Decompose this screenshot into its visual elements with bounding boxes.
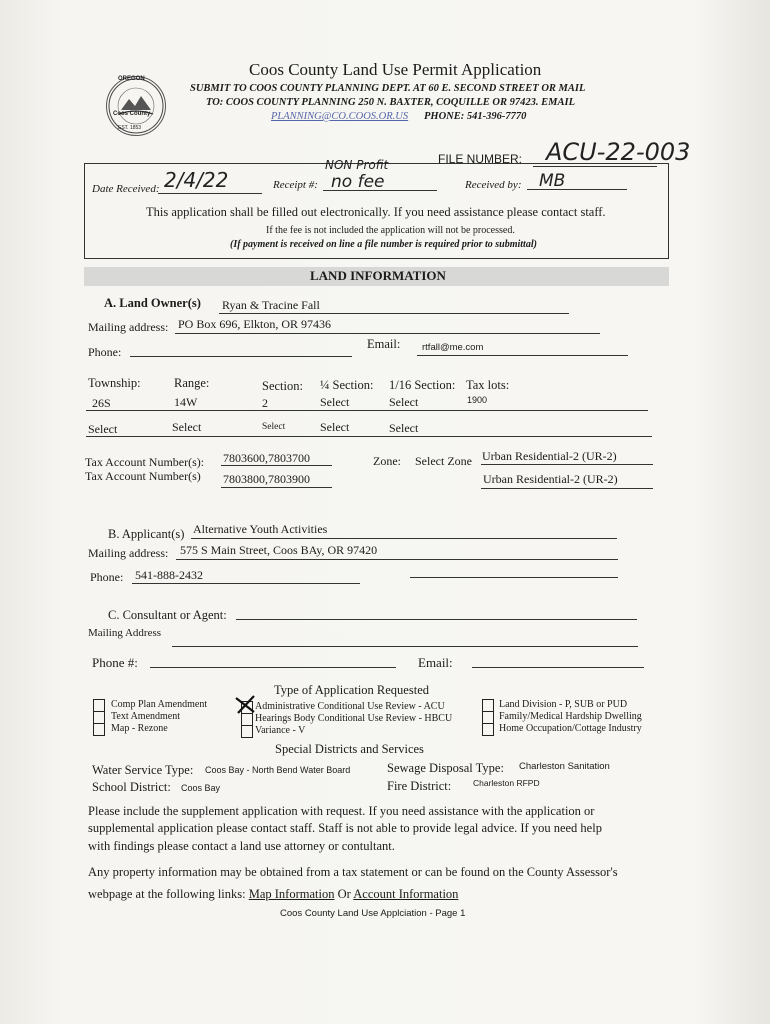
zone-select[interactable]: Select Zone (415, 454, 472, 468)
owner-email-label: Email: (367, 337, 401, 351)
applicant-phone-label: Phone: (90, 570, 124, 584)
land-division-label: Land Division - P, SUB or PUD (499, 699, 628, 710)
date-received-label: Date Received: (92, 183, 160, 195)
township-label: Township: (88, 376, 141, 390)
consultant-email-underline[interactable] (472, 667, 644, 668)
consultant-mailing-underline[interactable] (172, 646, 638, 647)
select-section-2[interactable]: Select (262, 422, 286, 432)
land-information-title: LAND INFORMATION (310, 268, 446, 283)
tax-account-value-2[interactable]: 7803800,7803900 (223, 472, 310, 486)
owner-phone-label: Phone: (88, 345, 122, 359)
water-service-label: Water Service Type: (92, 763, 194, 777)
zone-underline-1 (481, 464, 653, 465)
receipt-value[interactable]: no fee (331, 172, 385, 192)
variance-label: Variance - V (255, 725, 306, 736)
supplement-note-line-3: with findings please contact a land use attorney or contultant. (88, 839, 395, 853)
water-service-value[interactable]: Coos Bay - North Bend Water Board (205, 765, 351, 775)
applicant-extra-underline[interactable] (410, 577, 618, 578)
file-number-value[interactable]: ACU-22-003 (546, 138, 691, 166)
zone-label: Zone: (373, 454, 401, 468)
applicant-label: B. Applicant(s) (108, 527, 185, 541)
land-owner-label: A. Land Owner(s) (104, 296, 201, 310)
owner-email-underline (417, 355, 628, 356)
account-information-link[interactable]: Account Information (353, 887, 459, 901)
applicant-mailing-label: Mailing address: (88, 546, 169, 560)
select-quarter-2[interactable]: Select (320, 420, 350, 434)
sewage-disposal-label: Sewage Disposal Type: (387, 761, 504, 775)
school-district-value[interactable]: Coos Bay (181, 783, 221, 793)
fire-district-label: Fire District: (387, 779, 452, 793)
receipt-underline (323, 190, 437, 191)
range-value[interactable]: 14W (174, 395, 198, 409)
zone-value-2[interactable]: Urban Residential-2 (UR-2) (483, 472, 618, 486)
zone-underline-2 (481, 488, 653, 489)
application-type-title: Type of Application Requested (274, 683, 429, 697)
consultant-mailing-label: Mailing Address (88, 627, 162, 639)
tax-account-label-2: Tax Account Number(s) (85, 469, 201, 483)
tax-account-label-1: Tax Account Number(s): (85, 455, 205, 469)
range-label: Range: (174, 376, 210, 390)
seal-bottom-text: EST. 1853 (118, 125, 142, 131)
file-number-label: FILE NUMBER: (438, 152, 523, 166)
applicant-mailing-value[interactable]: 575 S Main Street, Coos BAy, OR 97420 (180, 543, 378, 557)
map-rezone-checkbox[interactable] (93, 723, 105, 736)
home-occupation-checkbox[interactable] (482, 723, 494, 736)
comp-plan-label: Comp Plan Amendment (111, 699, 208, 710)
submit-line-2: TO: COOS COUNTY PLANNING 250 N. BAXTER, COQUILLE OR 97423. EMAIL (206, 97, 575, 108)
notice-payment: (If payment is received on line a file number is required prior to submittal) (230, 239, 537, 250)
select-range-2[interactable]: Select (172, 420, 202, 434)
page-title: Coos County Land Use Permit Application (249, 60, 542, 79)
notice-main: This application shall be filled out electronically. If you need assistance please contact staff. (146, 205, 606, 219)
consultant-phone-label: Phone #: (92, 655, 138, 670)
applicant-phone-value[interactable]: 541-888-2432 (135, 568, 203, 582)
owner-phone-underline[interactable] (130, 356, 352, 357)
sewage-disposal-value[interactable]: Charleston Sanitation (519, 761, 610, 772)
date-received-value[interactable]: 2/4/22 (164, 168, 229, 192)
planning-phone: PHONE: 541-396-7770 (424, 111, 527, 122)
fire-district-value[interactable]: Charleston RFPD (473, 778, 540, 788)
variance-checkbox[interactable] (241, 725, 253, 738)
tax-account-underline-1 (221, 465, 332, 466)
acu-label: Administrative Conditional Use Review - ACU (255, 701, 445, 712)
tax-lots-value[interactable]: 1900 (467, 395, 488, 405)
received-by-label: Received by: (465, 179, 522, 191)
seal-mid-text: Coos County (113, 111, 151, 117)
received-by-value[interactable]: MB (539, 171, 566, 191)
property-info-line-1: Any property information may be obtained from a tax statement or can be found on the County Assessor's (88, 865, 618, 879)
owner-mailing-underline (175, 333, 600, 334)
select-sixteenth-2[interactable]: Select (389, 421, 419, 435)
notice-fee: If the fee is not included the application will not be processed. (266, 225, 515, 236)
land-owner-value[interactable]: Ryan & Tracine Fall (222, 298, 320, 312)
owner-email-value[interactable]: rtfall@me.com (422, 342, 484, 353)
quarter-section-label: ¼ Section: (320, 378, 374, 392)
tax-lots-label: Tax lots: (466, 378, 510, 392)
hardship-dwelling-label: Family/Medical Hardship Dwelling (499, 711, 642, 722)
consultant-label: C. Consultant or Agent: (108, 608, 227, 622)
map-information-link[interactable]: Map Information (248, 887, 335, 901)
home-occupation-label: Home Occupation/Cottage Industry (499, 723, 642, 734)
supplement-note-line-2: supplemental application please contact staff. Staff is not able to provide legal advice. If you need help (88, 821, 602, 835)
page-footer-label: Coos County Land Use Applciation - Page 1 (280, 908, 466, 919)
select-township-2[interactable]: Select (88, 422, 118, 436)
owner-mailing-value[interactable]: PO Box 696, Elkton, OR 97436 (178, 317, 332, 331)
zone-value-1[interactable]: Urban Residential-2 (UR-2) (482, 449, 617, 463)
consultant-phone-underline[interactable] (150, 667, 396, 668)
special-districts-title: Special Districts and Services (275, 742, 424, 756)
receipt-note: NON Profit (325, 158, 389, 172)
section-value[interactable]: 2 (262, 396, 268, 410)
township-row-underline (86, 410, 648, 411)
tax-account-value-1[interactable]: 7803600,7803700 (223, 451, 310, 465)
property-info-line-2: webpage at the following links: Map Information Or Account Information (88, 887, 459, 901)
township-value[interactable]: 26S (92, 396, 111, 410)
supplement-note-line-1: Please include the supplement application with request. If you need assistance with the application or (88, 804, 595, 818)
applicant-value[interactable]: Alternative Youth Activities (193, 522, 328, 536)
quarter-section-select[interactable]: Select (320, 395, 350, 409)
sixteenth-section-label: 1/16 Section: (389, 378, 456, 392)
applicant-mailing-underline (176, 559, 618, 560)
received-by-underline (527, 189, 627, 190)
applicant-underline (191, 538, 617, 539)
planning-email-link[interactable]: PLANNING@CO.COOS.OR.US (271, 111, 409, 122)
select-row-underline (86, 436, 652, 437)
tax-account-underline-2 (221, 487, 332, 488)
sixteenth-section-select[interactable]: Select (389, 395, 419, 409)
owner-underline (219, 313, 569, 314)
receipt-label: Receipt #: (273, 179, 318, 191)
consultant-email-label: Email: (418, 655, 453, 670)
hbcu-label: Hearings Body Conditional Use Review - HBCU (255, 713, 453, 724)
consultant-underline[interactable] (236, 619, 637, 620)
applicant-phone-underline (132, 583, 360, 584)
owner-mailing-label: Mailing address: (88, 320, 169, 334)
section-label: Section: (262, 379, 303, 393)
map-rezone-label: Map - Rezone (111, 723, 168, 734)
date-underline (158, 193, 262, 194)
seal-top-text: OREGON (118, 76, 145, 82)
text-amendment-label: Text Amendment (111, 711, 181, 722)
school-district-label: School District: (92, 780, 171, 794)
submit-line-1: SUBMIT TO COOS COUNTY PLANNING DEPT. AT 60 E. SECOND STREET OR MAIL (190, 83, 586, 94)
